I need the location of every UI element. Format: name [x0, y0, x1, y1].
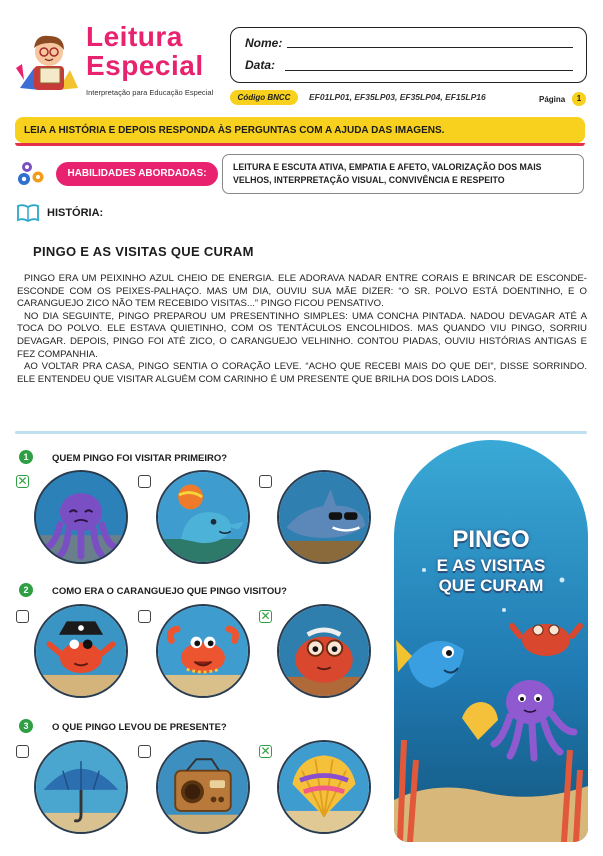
- answer-checkbox[interactable]: [259, 745, 272, 758]
- check-mark-icon: ✕: [260, 609, 271, 623]
- option-umbrella[interactable]: [34, 740, 128, 834]
- bncc-codes: EF01LP01, EF35LP03, EF35LP04, EF15LP16: [309, 92, 486, 102]
- answer-checkbox[interactable]: [16, 745, 29, 758]
- brand-line-1: Leitura: [86, 21, 183, 52]
- option-young-crab[interactable]: [156, 604, 250, 698]
- story-paragraph: PINGO ERA UM PEIXINHO AZUL CHEIO DE ENERGIA. ELE ADORAVA NADAR ENTRE CORAIS E BRINCAR DE ESCONDE-ESCONDE COM OS PEIXES-PALHAÇO. MAS UM DIA, OUVIU SUA MÃE DIZER: “O SR. POLVO ESTÁ DOENTINHO, E O CARANGUEJO ZICO NÃO TEM RECEBIDO VISITAS...” PINGO FICOU PENSATIVO.: [17, 273, 587, 310]
- option-old-crab-with-glasses[interactable]: [277, 604, 371, 698]
- story-text: [17, 273, 587, 386]
- option-painted-shell[interactable]: [277, 740, 371, 834]
- brand-line-2: Especial: [86, 50, 204, 81]
- bncc-badge: Código BNCC: [230, 90, 298, 105]
- cover-title-line-3: QUE CURAM: [438, 576, 544, 595]
- story-paragraph: AO VOLTAR PRA CASA, PINGO SENTIA O CORAÇÃO LEVE. “ACHO QUE RECEBI MAIS DO QUE DEI”, DISSE SORRINDO. ELE ENTENDEU QUE VISITAR ALGUÉM COM CARINHO É UM PRESENTE QUE BRILHA DOS DOIS LADOS.: [17, 361, 587, 385]
- story-title: PINGO E AS VISITAS QUE CURAM: [33, 244, 254, 259]
- answer-checkbox[interactable]: [138, 745, 151, 758]
- answer-checkbox[interactable]: [16, 610, 29, 623]
- check-mark-icon: ✕: [260, 744, 271, 758]
- gears-icon: [16, 158, 46, 188]
- instruction-banner: LEIA A HISTÓRIA E DEPOIS RESPONDA ÀS PERGUNTAS COM A AJUDA DAS IMAGENS.: [15, 117, 585, 143]
- question-number: 3: [19, 719, 33, 733]
- book-icon: [16, 203, 40, 223]
- skills-text: LEITURA E ESCUTA ATIVA, EMPATIA E AFETO, VALORIZAÇÃO DOS MAIS VELHOS, INTERPRETAÇÃO VISUAL, CONVIVÊNCIA E RESPEITO: [222, 154, 584, 194]
- story-cover-illustration: [394, 440, 588, 842]
- reading-kid-mascot: [14, 28, 84, 98]
- option-shark-with-sunglasses[interactable]: [277, 470, 371, 564]
- story-paragraph: NO DIA SEGUINTE, PINGO PREPAROU UM PRESENTINHO SIMPLES: UMA CONCHA PINTADA. NADOU DEVAGAR ATÉ A TOCA DO POLVO. ELE ESTAVA QUIETINHO, COM OS TENTÁCULOS ENCOLHIDOS. MAS QUANDO VIU PINGO, SORRIU DEVAGAR. DEPOIS, PINGO FOI ATÉ ZICO, O CARANGUEJO VELHINHO. CONTOU PIADAS, OUVIU HISTÓRIAS ANTIGAS E FEZ COMPANHIA.: [17, 310, 587, 360]
- option-dolphin-with-ball[interactable]: [156, 470, 250, 564]
- brand-title: [86, 22, 204, 80]
- section-divider: [15, 431, 587, 434]
- question-text: O QUE PINGO LEVOU DE PRESENTE?: [52, 722, 227, 733]
- page-label: Página: [539, 95, 566, 104]
- skills-label: HABILIDADES ABORDADAS:: [56, 162, 218, 186]
- story-section-label: HISTÓRIA:: [47, 207, 104, 219]
- date-label: Data:: [245, 58, 276, 72]
- name-label: Nome:: [245, 36, 283, 50]
- answer-checkbox[interactable]: [259, 475, 272, 488]
- student-info-box: [230, 27, 587, 83]
- question-text: COMO ERA O CARANGUEJO QUE PINGO VISITOU?: [52, 586, 287, 597]
- option-radio[interactable]: [156, 740, 250, 834]
- cover-title-line-1: PINGO: [452, 526, 530, 553]
- question-text: QUEM PINGO FOI VISITAR PRIMEIRO?: [52, 453, 228, 464]
- answer-checkbox[interactable]: [138, 610, 151, 623]
- date-field[interactable]: [285, 70, 573, 71]
- question-number: 2: [19, 583, 33, 597]
- page-number: 1: [572, 92, 586, 106]
- name-field[interactable]: [287, 47, 573, 48]
- answer-checkbox[interactable]: [16, 475, 29, 488]
- brand-subtitle: Interpretação para Educação Especial: [86, 88, 214, 97]
- answer-checkbox[interactable]: [138, 475, 151, 488]
- cover-title-line-2: E AS VISITAS: [436, 556, 546, 575]
- check-mark-icon: ✕: [17, 474, 28, 488]
- question-number: 1: [19, 450, 33, 464]
- option-sad-octopus[interactable]: [34, 470, 128, 564]
- answer-checkbox[interactable]: [259, 610, 272, 623]
- option-pirate-crab[interactable]: [34, 604, 128, 698]
